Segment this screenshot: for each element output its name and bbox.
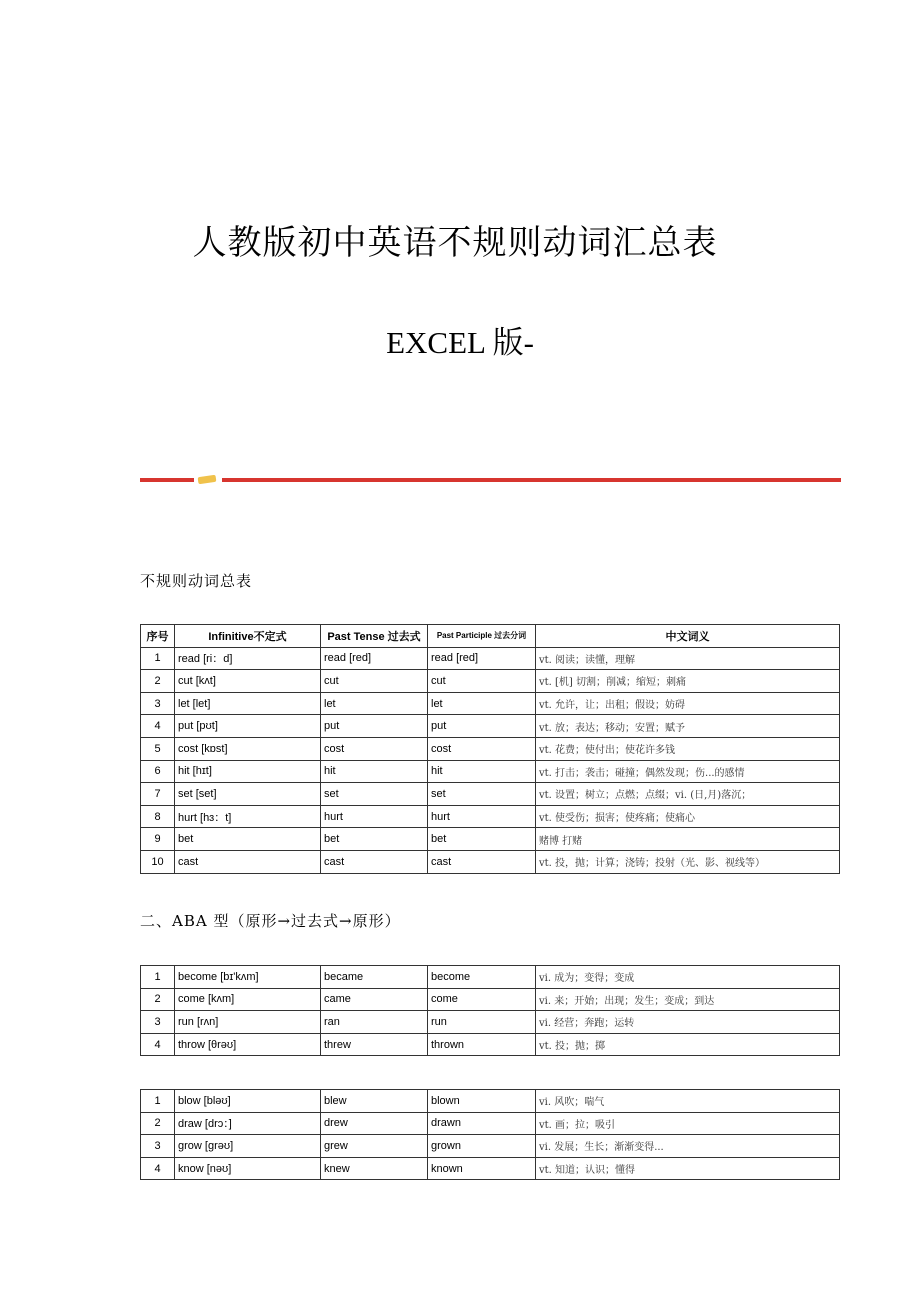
cell-index: 10 <box>141 850 175 873</box>
cell-meaning: vi. 风吹；喘气 <box>536 1090 840 1113</box>
cell-past-participle: put <box>428 715 536 738</box>
cell-meaning: vt. 允许，让；出租；假设；妨碍 <box>536 692 840 715</box>
table-row <box>141 805 840 828</box>
table-row <box>141 1033 840 1056</box>
table-row <box>141 1011 840 1034</box>
document-title: 人教版初中英语不规则动词汇总表 <box>192 223 718 263</box>
cell-past-participle: bet <box>428 828 536 851</box>
cell-past-tense: ran <box>321 1011 428 1034</box>
header-past-tense: Past Tense 过去式 <box>321 625 428 648</box>
cell-infinitive: bet <box>175 828 321 851</box>
cell-meaning: vt. 设置；树立；点燃；点缀；vi. (日,月)落沉； <box>536 783 840 806</box>
cell-index: 4 <box>141 1157 175 1180</box>
table-row <box>141 850 840 873</box>
header-infinitive: Infinitive不定式 <box>175 625 321 648</box>
cell-past-tense: came <box>321 988 428 1011</box>
section-heading-2: 二、ABA 型（原形→过去式→原形） <box>140 912 401 930</box>
cell-past-tense: read [red] <box>321 647 428 670</box>
cell-meaning: vi. 来；开始；出现；发生；变成；到达 <box>536 988 840 1011</box>
cell-past-participle: thrown <box>428 1033 536 1056</box>
pencil-icon <box>198 475 217 484</box>
cell-past-tense: hurt <box>321 805 428 828</box>
cell-meaning: vt. [机] 切割；削减；缩短；刺痛 <box>536 670 840 693</box>
cell-index: 9 <box>141 828 175 851</box>
cell-index: 2 <box>141 988 175 1011</box>
table-row <box>141 670 840 693</box>
cell-meaning: vt. 花费；使付出；使花许多钱 <box>536 737 840 760</box>
cell-infinitive: cut [kʌt] <box>175 670 321 693</box>
table-row <box>141 988 840 1011</box>
cell-past-tense: cost <box>321 737 428 760</box>
cell-index: 1 <box>141 1090 175 1113</box>
cell-meaning: vt. 放；表达；移动；安置；赋予 <box>536 715 840 738</box>
divider-bar-right <box>222 478 841 482</box>
cell-infinitive: hit [hɪt] <box>175 760 321 783</box>
cell-index: 3 <box>141 1135 175 1158</box>
header-index: 序号 <box>141 625 175 648</box>
cell-infinitive: hurt [hɜ：t] <box>175 805 321 828</box>
cell-infinitive: blow [bləʊ] <box>175 1090 321 1113</box>
cell-past-tense: put <box>321 715 428 738</box>
cell-meaning: vt. 知道；认识；懂得 <box>536 1157 840 1180</box>
divider-line <box>140 478 841 483</box>
cell-past-participle: grown <box>428 1135 536 1158</box>
cell-past-tense: threw <box>321 1033 428 1056</box>
cell-infinitive: come [kʌm] <box>175 988 321 1011</box>
cell-meaning: vt. 阅读；读懂，理解 <box>536 647 840 670</box>
cell-infinitive: set [set] <box>175 783 321 806</box>
cell-index: 6 <box>141 760 175 783</box>
verb-table-aba <box>140 965 840 1056</box>
cell-meaning: vt. 画；拉；吸引 <box>536 1112 840 1135</box>
table-body <box>141 966 840 1056</box>
cell-past-tense: blew <box>321 1090 428 1113</box>
cell-meaning: vt. 投，抛；计算；浇铸；投射（光、影、视线等） <box>536 850 840 873</box>
cell-infinitive: read [ri：d] <box>175 647 321 670</box>
cell-index: 8 <box>141 805 175 828</box>
divider-bar-left <box>140 478 194 482</box>
cell-infinitive: become [bɪ'kʌm] <box>175 966 321 989</box>
cell-past-participle: cut <box>428 670 536 693</box>
cell-infinitive: let [let] <box>175 692 321 715</box>
cell-index: 1 <box>141 647 175 670</box>
cell-past-tense: let <box>321 692 428 715</box>
table-header-row <box>141 625 840 648</box>
cell-index: 3 <box>141 1011 175 1034</box>
cell-index: 5 <box>141 737 175 760</box>
table-row <box>141 828 840 851</box>
cell-past-tense: set <box>321 783 428 806</box>
header-chinese-meaning: 中文词义 <box>536 625 840 648</box>
cell-past-tense: became <box>321 966 428 989</box>
cell-past-participle: blown <box>428 1090 536 1113</box>
cell-index: 2 <box>141 1112 175 1135</box>
table-row <box>141 715 840 738</box>
cell-index: 3 <box>141 692 175 715</box>
cell-index: 7 <box>141 783 175 806</box>
table-row <box>141 1112 840 1135</box>
cell-past-tense: cut <box>321 670 428 693</box>
table-row <box>141 760 840 783</box>
document-subtitle: EXCEL 版- <box>386 325 534 360</box>
cell-past-participle: come <box>428 988 536 1011</box>
cell-past-participle: read [red] <box>428 647 536 670</box>
cell-meaning: vi. 发展；生长；渐渐变得... <box>536 1135 840 1158</box>
cell-infinitive: know [nəʊ] <box>175 1157 321 1180</box>
cell-index: 4 <box>141 1033 175 1056</box>
cell-past-participle: hit <box>428 760 536 783</box>
cell-past-participle: run <box>428 1011 536 1034</box>
cell-past-tense: knew <box>321 1157 428 1180</box>
cell-infinitive: cost [kɒst] <box>175 737 321 760</box>
cell-meaning: vt. 使受伤；损害；使疼痛；使痛心 <box>536 805 840 828</box>
table-row <box>141 1135 840 1158</box>
cell-past-participle: let <box>428 692 536 715</box>
cell-index: 4 <box>141 715 175 738</box>
cell-infinitive: draw [drɔ：] <box>175 1112 321 1135</box>
table-row <box>141 1090 840 1113</box>
cell-infinitive: put [pʊt] <box>175 715 321 738</box>
cell-meaning: vt. 打击；袭击；碰撞；偶然发现；伤...的感情 <box>536 760 840 783</box>
table-body <box>141 1090 840 1180</box>
cell-past-tense: cast <box>321 850 428 873</box>
cell-past-tense: bet <box>321 828 428 851</box>
cell-infinitive: grow [grəʊ] <box>175 1135 321 1158</box>
cell-infinitive: throw [θrəʊ] <box>175 1033 321 1056</box>
table-row <box>141 737 840 760</box>
cell-past-participle: become <box>428 966 536 989</box>
table-body <box>141 647 840 873</box>
cell-past-tense: hit <box>321 760 428 783</box>
cell-meaning: vi. 经营；奔跑；运转 <box>536 1011 840 1034</box>
header-past-participle: Past Participle 过去分词 <box>428 625 536 648</box>
cell-past-tense: drew <box>321 1112 428 1135</box>
cell-past-participle: drawn <box>428 1112 536 1135</box>
cell-past-participle: cost <box>428 737 536 760</box>
cell-past-participle: known <box>428 1157 536 1180</box>
cell-past-tense: grew <box>321 1135 428 1158</box>
cell-index: 2 <box>141 670 175 693</box>
verb-table-main <box>140 624 840 874</box>
table-row <box>141 1157 840 1180</box>
cell-infinitive: cast <box>175 850 321 873</box>
table-row <box>141 966 840 989</box>
section-heading-1: 不规则动词总表 <box>140 572 253 590</box>
cell-infinitive: run [rʌn] <box>175 1011 321 1034</box>
cell-past-participle: cast <box>428 850 536 873</box>
table-row <box>141 647 840 670</box>
verb-table-ew-own <box>140 1089 840 1180</box>
cell-meaning: vi. 成为；变得；变成 <box>536 966 840 989</box>
table-row <box>141 783 840 806</box>
table-row <box>141 692 840 715</box>
cell-index: 1 <box>141 966 175 989</box>
cell-past-participle: set <box>428 783 536 806</box>
cell-past-participle: hurt <box>428 805 536 828</box>
cell-meaning: 赌博 打赌 <box>536 828 840 851</box>
cell-meaning: vt. 投；抛；掷 <box>536 1033 840 1056</box>
